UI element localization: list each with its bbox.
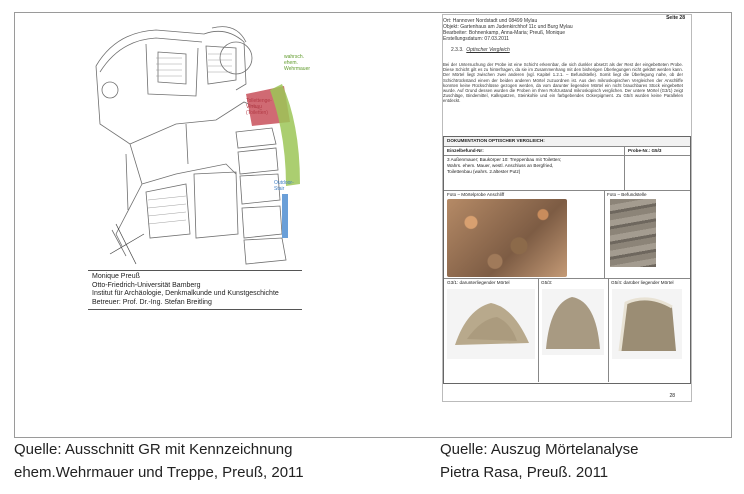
document-header: Ort: Hannover Nordstadt und 08499 Mylau Objekt: Gartenhaus am Judenkirchhof 11c und Burg Mylau Bearbeiter: Bohnenkamp, Anna-Maria; Preuß, Monique Erstellungsdatum: 07.03.2011 (443, 18, 573, 42)
section-heading: 2.3.3. Optischer Vergleich (451, 47, 510, 53)
page-label: Seite 28 (666, 15, 685, 21)
photo2-label: Foto – Befundstelle (607, 192, 647, 197)
credit-line: Otto-Friedrich-Universität Bamberg (92, 281, 201, 289)
wall-label: wahrsch. ehem. Wehrmauer (284, 54, 311, 72)
credit-line: Institut für Archäologie, Denkmalkunde und Kunstgeschichte (92, 290, 279, 298)
site-photo (610, 199, 656, 267)
stair-label: Outdoor- Stair (274, 180, 294, 192)
table-title-row: DOKUMENTATION OPTISCHER VERGLEICH: (444, 137, 690, 147)
page-number: 28 (669, 393, 675, 399)
document-page (442, 14, 692, 402)
table-header-row: Einzelbefund-Nr: Probe-Nr.: G5/3 (444, 146, 690, 156)
finding-description: 3 Außenmauer; Baukörper 10: Treppenbau mit Toiletten; Wahrs. ehem. Mauer, westl. Anschluss an Bergfried, Toilettenbau (wahrs. 2.ältester Putz) (447, 157, 562, 174)
caption-left: Quelle: Ausschnitt GR mit Kennzeichnung ehem.Wehrmauer und Treppe, Preuß, 2011 (14, 441, 304, 481)
sample1-label: G3/1: darunterliegender Mörtel (447, 280, 510, 285)
credit-line: Monique Preuß (92, 273, 140, 280)
credit-line: Betreuer: Prof. Dr.-Ing. Stefan Breitling (92, 298, 212, 306)
floor-plan (86, 24, 312, 282)
stair-zone (282, 194, 288, 238)
sample2-label: G5/3: (541, 280, 553, 285)
sample1-photo (447, 289, 535, 359)
comparison-table (443, 136, 691, 384)
sample3-photo (612, 289, 682, 359)
plan-credit-block (88, 270, 302, 310)
caption-right: Quelle: Auszug Mörtelanalyse Pietra Rasa, Preuß. 2011 (440, 441, 639, 481)
mortar-section-photo (447, 199, 567, 277)
sample3-label: G5/4: darüber liegender Mörtel (611, 280, 674, 285)
sample2-photo (542, 289, 604, 355)
toilet-label: Tollettenge- Verbau (Toiletten) (246, 98, 272, 116)
body-text: Bei der Untersuchung der Probe ist eine Schicht erkennbar, die sich dunkler absetzt als der Rest der eingebetteten Probe. Diese Schicht gilt es zu hinterfragen, da sie im Zusammenhang mit den bisherigen Überlegungen nicht geklärt werden kann. Der Mörtel liegt zwischen zwei anderen (vgl. Kapitel 1.2.1. – Befundstelle). Somit liegt die Überlegung nahe, ob der Schichtrückstand einem der beiden anderen Mörtel zuzuordnen ist. Aus den mikroskopischen Vergleichen der Anschliffe konnten keine Rückschlüsse gezogen werden, da vom darunter liegenden Mörtel ein nicht brauchbares Stück eingebettet wurde. Auf Grund dessen wurden die Proben im Ihren Rohzustand mikroskopisch verglichen. Der untere Mörtel (G3/1) zeigt Zuschläge, Bindemittel, Kalkspatzen, Steinkohle und ein farbgebendes Ockerpigment. Zu G5/4 wurden keine Parallelen entdeckt. (443, 62, 683, 104)
photo1-label: Foto – Mörtelprobe Anschliff (447, 192, 505, 197)
